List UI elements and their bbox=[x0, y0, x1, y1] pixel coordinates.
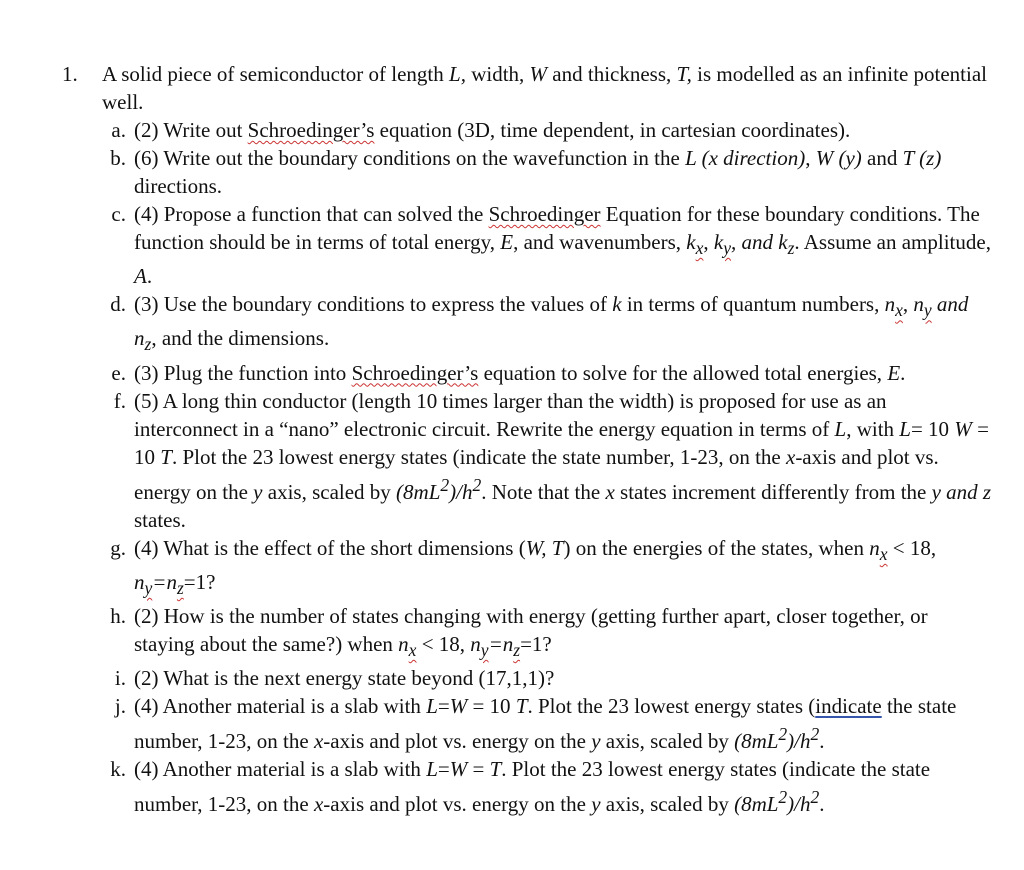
text-segment: Schroedinger bbox=[488, 202, 601, 226]
text-segment: k bbox=[778, 230, 788, 254]
text-segment: k bbox=[686, 230, 696, 254]
text-segment: = bbox=[437, 757, 450, 782]
question-part-i bbox=[62, 664, 992, 692]
text-segment: n bbox=[470, 631, 481, 656]
text-segment: . bbox=[146, 264, 153, 289]
text-segment: A solid piece of semiconductor of length bbox=[102, 62, 450, 86]
text-segment: W, T bbox=[525, 535, 564, 560]
question-number: 1. bbox=[62, 62, 78, 86]
text-segment: z bbox=[144, 334, 152, 355]
text-segment: y and z bbox=[931, 479, 992, 504]
part-text bbox=[134, 389, 991, 532]
text-segment: (8mL bbox=[396, 479, 441, 504]
text-segment: 2 bbox=[440, 474, 450, 495]
text-segment: , and the dimensions. bbox=[151, 326, 330, 351]
text-segment: W bbox=[449, 757, 468, 782]
text-segment: states. bbox=[134, 507, 186, 532]
text-segment: = 10 bbox=[910, 416, 955, 441]
question-part-h bbox=[62, 602, 992, 664]
question-part-b bbox=[62, 144, 992, 200]
question-intro-text bbox=[102, 62, 987, 114]
part-letter: a. bbox=[111, 118, 126, 142]
text-segment: . Note that the bbox=[481, 479, 606, 504]
text-segment: E bbox=[500, 230, 514, 254]
text-segment: x bbox=[605, 479, 615, 504]
text-segment: the state number, 1-23, on the bbox=[134, 694, 957, 754]
text-segment: W bbox=[529, 62, 548, 86]
text-segment: (8mL bbox=[734, 792, 779, 817]
text-segment: in terms of quantum numbers, bbox=[621, 292, 885, 317]
text-segment: (4) What is the effect of the short dimensions ( bbox=[134, 535, 526, 560]
text-segment: < 18, bbox=[416, 631, 471, 656]
text-segment: = bbox=[152, 569, 167, 594]
text-segment: . Plot the 23 lowest energy states (indicate the state number, 1-23, on the bbox=[134, 757, 931, 817]
text-segment: z bbox=[513, 640, 521, 661]
part-text bbox=[134, 146, 941, 198]
text-segment: n bbox=[913, 292, 924, 317]
text-segment: y bbox=[923, 300, 932, 321]
part-letter: i. bbox=[114, 666, 126, 691]
text-segment: L bbox=[426, 694, 438, 719]
part-text bbox=[134, 603, 928, 661]
text-segment: and bbox=[931, 292, 969, 317]
part-text bbox=[134, 361, 905, 385]
text-segment: L, bbox=[449, 62, 466, 86]
text-segment: n bbox=[398, 631, 409, 656]
text-segment: T bbox=[515, 694, 528, 719]
part-letter: c. bbox=[111, 202, 126, 226]
text-segment: T bbox=[160, 444, 172, 469]
text-segment: y bbox=[144, 577, 153, 598]
text-segment: y bbox=[591, 729, 601, 754]
part-letter: g. bbox=[110, 535, 126, 560]
question-part-d bbox=[62, 290, 992, 358]
part-text bbox=[134, 202, 991, 288]
text-segment: , bbox=[703, 230, 714, 254]
text-segment: =1? bbox=[520, 631, 552, 656]
question-intro bbox=[62, 60, 992, 116]
text-segment: equation (3D, time dependent, in cartesian coordinates). bbox=[374, 118, 851, 142]
text-segment: . Plot the 23 lowest energy states (indicate the state number, 1-23, on the bbox=[171, 444, 786, 469]
text-segment: x bbox=[313, 729, 324, 754]
text-segment: x bbox=[895, 300, 903, 321]
text-segment: 2 bbox=[472, 474, 482, 495]
text-segment: k bbox=[612, 292, 622, 317]
text-segment: , and wavenumbers, bbox=[513, 230, 687, 254]
text-segment: ) on the energies of the states, when bbox=[563, 535, 870, 560]
text-segment: y bbox=[723, 238, 732, 259]
text-segment: n bbox=[502, 631, 514, 656]
text-segment: directions. bbox=[134, 174, 223, 198]
text-segment: , bbox=[902, 292, 914, 317]
text-segment: . Assume an amplitude, bbox=[794, 230, 991, 254]
text-segment: (3) Use the boundary conditions to express the values of bbox=[134, 292, 613, 317]
text-segment: W bbox=[449, 694, 468, 719]
text-segment: )/h bbox=[449, 479, 473, 504]
text-segment: y bbox=[591, 792, 601, 817]
text-segment: axis, scaled by bbox=[600, 729, 735, 754]
text-segment: n bbox=[134, 569, 145, 594]
question-part-j bbox=[62, 692, 992, 755]
text-segment: 2 bbox=[810, 787, 820, 808]
text-segment: equation to solve for the allowed total energies, bbox=[478, 360, 888, 385]
text-segment: (2) What is the next energy state beyond (17,1,1)? bbox=[134, 666, 555, 691]
part-text bbox=[134, 535, 937, 598]
text-segment: n bbox=[869, 535, 880, 560]
text-segment: (6) Write out the boundary conditions on the wavefunction in the bbox=[134, 146, 686, 170]
text-segment: L bbox=[426, 757, 438, 782]
text-segment: , bbox=[805, 146, 816, 170]
text-segment: Schroedinger’s bbox=[247, 118, 375, 142]
text-segment: x bbox=[879, 543, 888, 564]
text-segment: x bbox=[695, 238, 704, 259]
text-segment: y bbox=[480, 640, 489, 661]
text-segment: (5) A long thin conductor (length 10 times larger than the width) is proposed for use as an interconnect in a “nano” electronic circuit. Rewrite the energy equation in terms of bbox=[134, 388, 887, 441]
text-segment: x bbox=[408, 640, 417, 661]
question-part-a bbox=[62, 116, 992, 144]
part-letter: h. bbox=[110, 603, 126, 628]
text-segment: = bbox=[488, 631, 503, 656]
part-letter: e. bbox=[111, 360, 126, 385]
question-part-e bbox=[62, 359, 992, 387]
text-segment: axis, scaled by bbox=[262, 479, 397, 504]
text-segment: (4) Another material is a slab with bbox=[134, 757, 427, 782]
text-segment: = bbox=[437, 694, 450, 719]
question-part-k bbox=[62, 755, 992, 818]
text-segment: Schroedinger’s bbox=[351, 360, 479, 385]
text-segment: W (y) bbox=[815, 146, 862, 170]
question-part-c bbox=[62, 200, 992, 290]
text-segment: x bbox=[313, 792, 324, 817]
text-segment: states increment differently from the bbox=[614, 479, 932, 504]
text-segment: = 10 bbox=[134, 416, 989, 469]
text-segment: axis, scaled by bbox=[600, 792, 735, 817]
text-segment: (2) Write out bbox=[134, 118, 248, 142]
text-segment: T, bbox=[676, 62, 692, 86]
text-segment: (4) Propose a function that can solved the bbox=[134, 202, 489, 226]
question-part-f bbox=[62, 387, 992, 534]
text-segment: and thickness, bbox=[547, 62, 677, 86]
text-segment: (3) Plug the function into bbox=[134, 360, 352, 385]
text-segment: = 10 bbox=[467, 694, 516, 719]
part-letter: b. bbox=[110, 146, 126, 170]
text-segment: -axis and plot vs. energy on the bbox=[134, 444, 939, 504]
text-segment: -axis and plot vs. energy on the bbox=[323, 729, 592, 754]
part-letter: f. bbox=[113, 388, 126, 413]
text-segment: x bbox=[785, 444, 796, 469]
text-segment: z bbox=[176, 577, 184, 598]
text-segment: k bbox=[713, 230, 724, 254]
question-parts bbox=[62, 116, 992, 818]
part-letter: d. bbox=[110, 292, 126, 317]
question-part-g bbox=[62, 534, 992, 602]
text-segment: 2 bbox=[810, 724, 820, 745]
text-segment: W bbox=[954, 416, 972, 441]
question-1 bbox=[62, 60, 992, 818]
text-segment: = bbox=[467, 757, 490, 782]
text-segment: -axis and plot vs. energy on the bbox=[323, 792, 592, 817]
text-segment: (4) Another material is a slab with bbox=[134, 694, 427, 719]
text-segment: z bbox=[787, 238, 795, 259]
text-segment: . bbox=[900, 360, 906, 385]
text-segment: A bbox=[134, 264, 147, 289]
text-segment: (8mL bbox=[734, 729, 779, 754]
part-text bbox=[134, 666, 554, 690]
text-segment: Equation for these boundary conditions. The function should be in terms of total energy, bbox=[134, 202, 980, 254]
part-letter: k. bbox=[110, 757, 126, 782]
text-segment: 2 bbox=[778, 724, 788, 745]
text-segment: )/h bbox=[787, 792, 811, 817]
text-segment: and bbox=[861, 146, 903, 170]
text-segment: y bbox=[253, 479, 263, 504]
text-segment: . bbox=[819, 792, 825, 817]
text-segment: n bbox=[134, 326, 145, 351]
text-segment: , and bbox=[731, 230, 779, 254]
text-segment: T (z) bbox=[902, 146, 942, 170]
text-segment: is modelled as an infinite potential well. bbox=[102, 62, 988, 114]
text-segment: =1? bbox=[183, 569, 216, 594]
part-text bbox=[134, 694, 956, 753]
text-segment: . bbox=[819, 729, 825, 754]
text-segment: E bbox=[887, 360, 901, 385]
text-segment: L bbox=[834, 416, 847, 441]
text-segment: (2) How is the number of states changing with energy (getting further apart, closer together, or staying about the same?) when bbox=[134, 603, 928, 656]
part-text bbox=[134, 118, 850, 142]
text-segment: < 18, bbox=[887, 535, 937, 560]
text-segment: . Plot the 23 lowest energy states ( bbox=[527, 694, 816, 719]
part-text bbox=[134, 757, 930, 816]
text-segment: 2 bbox=[778, 787, 788, 808]
text-segment: width, bbox=[465, 62, 530, 86]
text-segment: L bbox=[899, 416, 911, 441]
text-segment: indicate bbox=[815, 694, 882, 719]
part-letter: j. bbox=[114, 694, 126, 719]
text-segment: n bbox=[166, 569, 177, 594]
text-segment: n bbox=[884, 292, 896, 317]
part-text bbox=[134, 292, 969, 355]
text-segment: T bbox=[489, 757, 502, 782]
text-segment: )/h bbox=[787, 729, 811, 754]
text-segment: , with bbox=[846, 416, 900, 441]
text-segment: L (x direction) bbox=[685, 146, 806, 170]
